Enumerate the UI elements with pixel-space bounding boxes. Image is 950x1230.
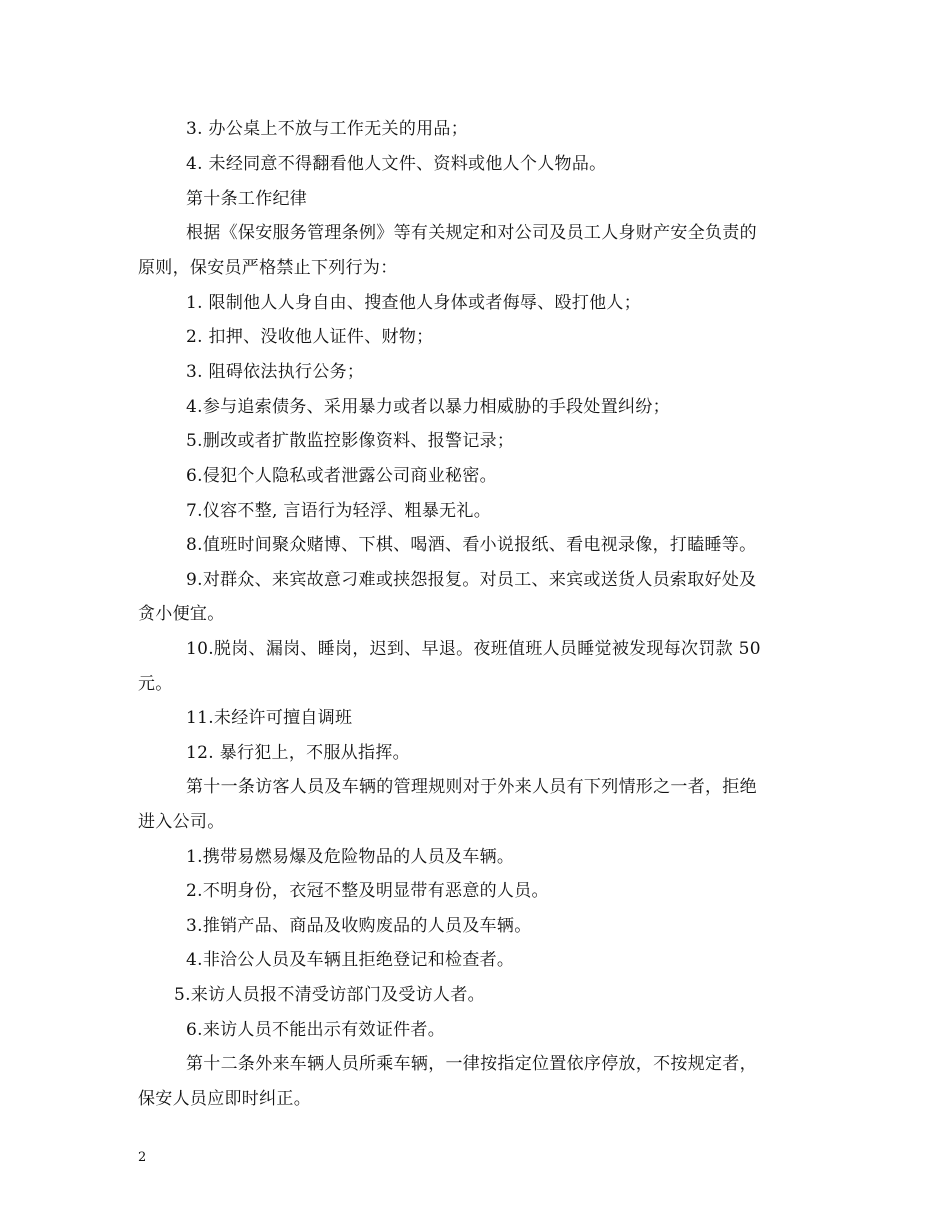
list-item: 11.未经许可擅自调班 xyxy=(186,708,353,728)
text-line: 元。 xyxy=(138,674,173,694)
list-item: 8.值班时间聚众赌博、下棋、喝酒、看小说报纸、看电视录像，打瞌睡等。 xyxy=(186,535,757,555)
list-item: 5.来访人员报不清受访部门及受访人者。 xyxy=(174,985,485,1005)
list-item: 4.参与追索债务、采用暴力或者以暴力相威胁的手段处置纠纷； xyxy=(186,397,670,417)
list-item: 3. 阻碍依法执行公务； xyxy=(186,362,365,382)
text-line: 4. 未经同意不得翻看他人文件、资料或他人个人物品。 xyxy=(186,154,607,174)
list-item: 5.删改或者扩散监控影像资料、报警记录； xyxy=(186,431,515,451)
list-item: 2. 扣押、没收他人证件、财物； xyxy=(186,327,434,347)
list-item: 6.来访人员不能出示有效证件者。 xyxy=(186,1020,446,1040)
text-line: 进入公司。 xyxy=(138,812,225,832)
list-item: 6.侵犯个人隐私或者泄露公司商业秘密。 xyxy=(186,466,497,486)
list-item: 2.不明身份，衣冠不整及明显带有恶意的人员。 xyxy=(186,881,549,901)
list-item: 9.对群众、来宾故意刁难或挟怨报复。对员工、来宾或送货人员索取好处及 xyxy=(186,570,757,590)
section-heading: 第十二条外来车辆人员所乘车辆，一律按指定位置依序停放，不按规定者， xyxy=(186,1054,757,1074)
text-line: 贪小便宜。 xyxy=(138,604,225,624)
list-item: 12. 暴行犯上，不服从指挥。 xyxy=(186,743,410,763)
list-item: 1. 限制他人人身自由、搜查他人身体或者侮辱、殴打他人； xyxy=(186,293,642,313)
text-line: 根据《保安服务管理条例》等有关规定和对公司及员工人身财产安全负责的 xyxy=(186,223,757,243)
list-item: 4.非洽公人员及车辆且拒绝登记和检查者。 xyxy=(186,950,515,970)
page-number: 2 xyxy=(138,1150,147,1165)
section-heading: 第十条工作纪律 xyxy=(186,189,308,209)
text-line: 原则，保安员严格禁止下列行为： xyxy=(138,258,398,278)
list-item: 1.携带易燃易爆及危险物品的人员及车辆。 xyxy=(186,847,515,867)
text-line: 保安人员应即时纠正。 xyxy=(138,1089,311,1109)
list-item: 3.推销产品、商品及收购废品的人员及车辆。 xyxy=(186,916,532,936)
list-item: 7.仪容不整, 言语行为轻浮、粗暴无礼。 xyxy=(186,501,492,521)
text-line: 3. 办公桌上不放与工作无关的用品； xyxy=(186,119,469,139)
list-item: 10.脱岗、漏岗、睡岗，迟到、早退。夜班值班人员睡觉被发现每次罚款 50 xyxy=(186,639,761,659)
section-heading: 第十一条访客人员及车辆的管理规则对于外来人员有下列情形之一者，拒绝 xyxy=(186,777,757,797)
